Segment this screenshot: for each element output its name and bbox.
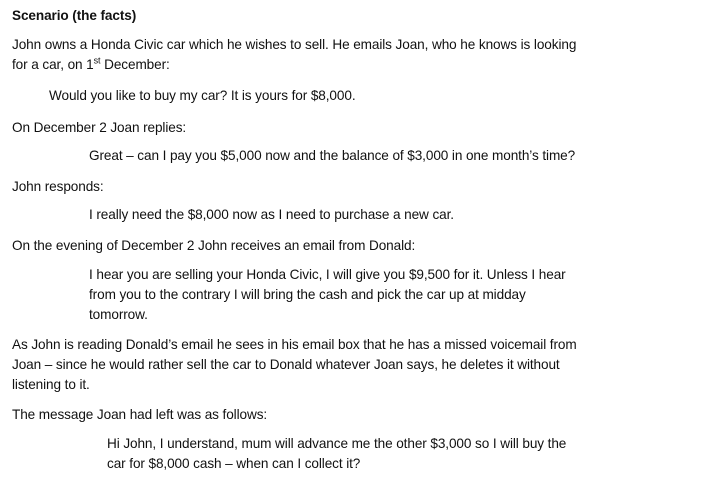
- ordinal-suffix: st: [93, 55, 101, 66]
- paragraph-voicemail-line-2: Joan – since he would rather sell the car to Donald whatever Joan says, he deletes it without: [12, 357, 560, 372]
- quote-donald-line-3: tomorrow.: [89, 307, 148, 322]
- scenario-heading: Scenario (the facts): [12, 8, 137, 23]
- quote-donald-line-2: from you to the contrary I will bring the cash and pick the car up at midday: [89, 287, 526, 302]
- paragraph-john-responds: John responds:: [12, 179, 104, 194]
- paragraph-donald-email: On the evening of December 2 John receives an email from Donald:: [12, 238, 416, 253]
- intro-date-text: for a car, on 1: [12, 57, 94, 72]
- quote-joan-counter: Great – can I pay you $5,000 now and the balance of $3,000 in one month’s time?: [89, 148, 576, 163]
- paragraph-intro-line-1: John owns a Honda Civic car which he wishes to sell. He emails Joan, who he knows is looking: [12, 37, 577, 52]
- paragraph-intro-line-2: [12, 55, 170, 75]
- quote-joan-message-line-1: Hi John, I understand, mum will advance me the other $3,000 so I will buy the: [107, 436, 567, 451]
- paragraph-voicemail-line-1: As John is reading Donald’s email he sees in his email box that he has a missed voicemail from: [12, 337, 577, 352]
- paragraph-message-intro: The message Joan had left was as follows:: [12, 407, 268, 422]
- paragraph-joan-replies: On December 2 Joan replies:: [12, 120, 187, 135]
- quote-joan-message-line-2: car for $8,000 cash – when can I collect it?: [107, 456, 361, 471]
- quote-john-response: I really need the $8,000 now as I need to purchase a new car.: [89, 207, 454, 222]
- quote-donald-line-1: I hear you are selling your Honda Civic, I will give you $9,500 for it. Unless I hear: [89, 267, 566, 282]
- intro-month-text: December:: [100, 57, 170, 72]
- paragraph-voicemail-line-3: listening to it.: [12, 377, 90, 392]
- quote-john-offer: Would you like to buy my car? It is yours for $8,000.: [49, 88, 356, 103]
